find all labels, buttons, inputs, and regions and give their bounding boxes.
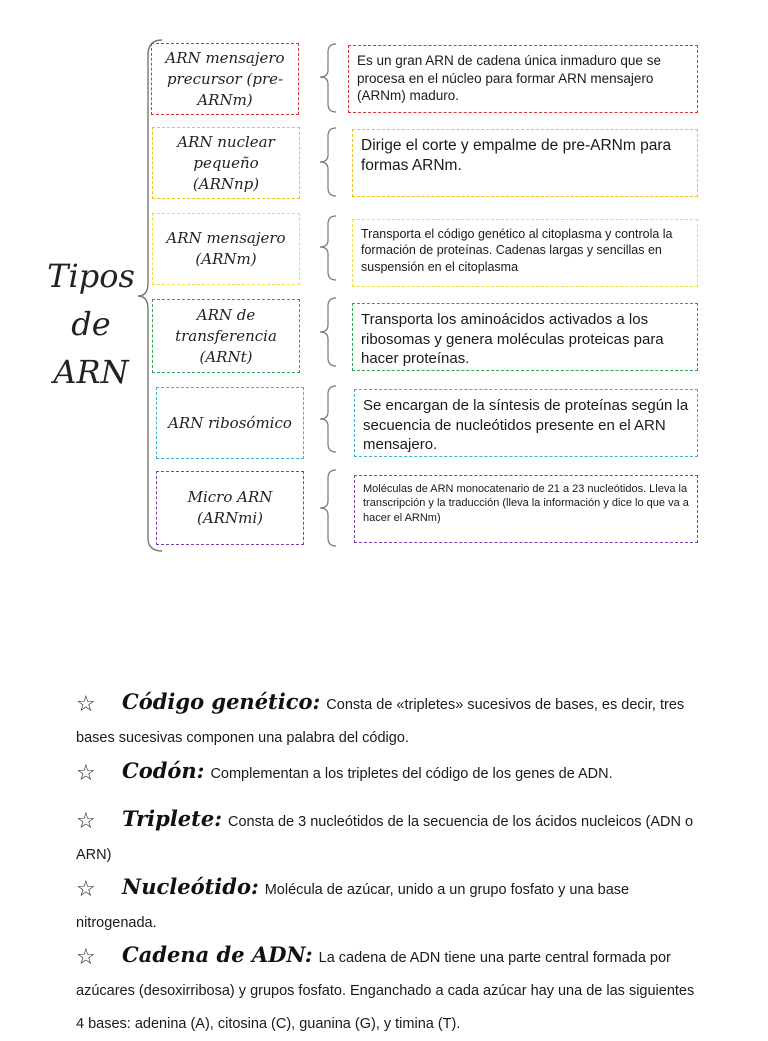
small-brace-3: [320, 216, 336, 280]
definition-term: Cadena de ADN:: [122, 942, 313, 967]
type-description: Se encargan de la síntesis de proteínas según la secuencia de nucleótidos presente en el ARN mensajero.: [363, 397, 689, 453]
star-icon: ☆: [76, 691, 96, 716]
definition-nucleotido: [76, 870, 706, 940]
desc-box-arnm: [352, 219, 698, 287]
small-braces: [320, 44, 336, 546]
desc-box-arnmi: [354, 475, 698, 543]
type-box-arnm: [152, 213, 300, 285]
type-box-ribosomico: [156, 387, 304, 459]
star-icon: ☆: [76, 944, 96, 969]
small-brace-2: [320, 128, 336, 196]
small-brace-5: [320, 386, 336, 452]
definition-term: Nucleótido:: [122, 874, 259, 899]
desc-box-ribosomico: [354, 389, 698, 457]
definition-codon: [76, 754, 706, 791]
star-icon: ☆: [76, 876, 96, 901]
desc-box-pre-arnm: [348, 45, 698, 113]
definition-text: La cadena de ADN tiene una parte central formada por azúcares (desoxirribosa) y grupos fosfato. Enganchado a cada azúcar hay una de las siguientes 4 bases: adenina (A), citosina (C), guanina (G), y timina (T).: [76, 950, 695, 1032]
desc-box-arnnp: [352, 129, 698, 197]
type-name: ARN ribosómico: [168, 413, 292, 432]
desc-box-arnt: [352, 303, 698, 371]
definition-codigo-genetico: [76, 685, 706, 755]
definition-triplete: [76, 802, 706, 872]
type-box-arnt: [152, 299, 300, 373]
type-box-arnmi: [156, 471, 304, 545]
type-name: Micro ARN (ARNmi): [187, 488, 273, 527]
star-icon: ☆: [76, 808, 96, 833]
type-name: ARN mensajero precursor (pre-ARNm): [165, 48, 285, 109]
small-brace-4: [320, 298, 336, 366]
star-icon: ☆: [76, 760, 96, 785]
type-description: Es un gran ARN de cadena única inmaduro que se procesa en el núcleo para formar ARN mensajero (ARNm) maduro.: [357, 53, 661, 104]
definition-text: Molécula de azúcar, unido a un grupo fosfato y una base nitrogenada.: [76, 882, 630, 931]
definition-cadena-adn: [76, 938, 706, 1041]
small-brace-1: [320, 44, 336, 112]
small-brace-6: [320, 470, 336, 546]
definition-term: Código genético:: [122, 689, 321, 714]
definition-text: Consta de 3 nucleótidos de la secuencia de los ácidos nucleicos (ADN o ARN): [76, 814, 694, 863]
definition-term: Codón:: [122, 758, 205, 783]
type-name: ARN nuclear pequeño (ARNnp): [177, 132, 275, 193]
definition-term: Triplete:: [122, 806, 222, 831]
title-line-1: Tipos de: [47, 257, 135, 343]
type-description: Transporta el código genético al citoplasma y controla la formación de proteínas. Cadenas largas y sencillas en suspensión en el citoplasma: [361, 227, 673, 274]
type-name: ARN mensajero (ARNm): [166, 229, 286, 268]
type-box-arnnp: [152, 127, 300, 199]
type-description: Moléculas de ARN monocatenario de 21 a 23 nucleótidos. Lleva la transcripción y la traducción (lleva la información y dice lo que va a hacer el ARNm): [363, 483, 689, 524]
type-box-pre-arnm: [151, 43, 299, 115]
definition-text: Complementan a los tripletes del código de los genes de ADN.: [210, 766, 613, 782]
definition-text: Consta de «tripletes» sucesivos de bases, es decir, tres bases sucesivas componen una palabra del código.: [76, 697, 685, 746]
title-line-2: ARN: [53, 353, 129, 391]
type-description: Transporta los aminoácidos activados a los ribosomas y genera moléculas proteicas para hacer proteínas.: [361, 311, 664, 367]
type-description: Dirige el corte y empalme de pre-ARNm para formas ARNm.: [361, 137, 672, 175]
type-name: ARN de transferencia (ARNt): [175, 305, 277, 366]
